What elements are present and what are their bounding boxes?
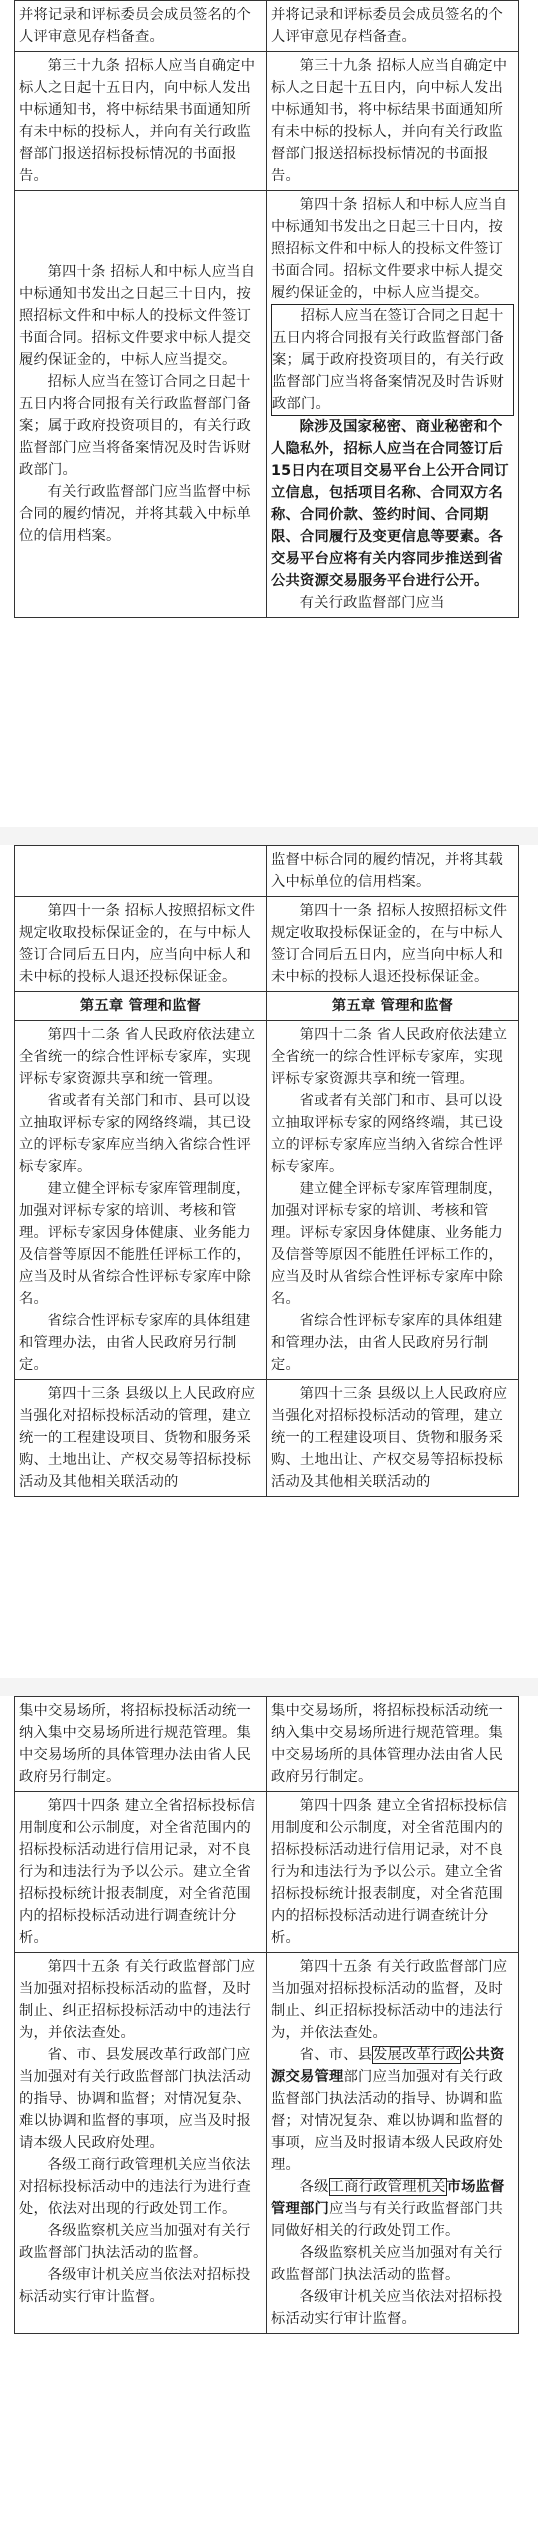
right-cell: 并将记录和评标委员会成员签名的个人评审意见存档备查。 — [267, 1, 519, 52]
comparison-table-part1 — [14, 0, 519, 618]
chapter-heading: 第五章 管理和监督 — [15, 992, 267, 1021]
left-cell: 第四十二条 省人民政府依法建立全省统一的综合性评标专家库，实现评标专家资源共享和统一管理。 省或者有关部门和市、县可以设立抽取评标专家的网络终端，其已设立的评标专家库应当纳入省综合性评标专家库。 建立健全评标专家库管理制度，加强对评标专家的培训、考核和管理。评标专家因身体健康、业务能力及信誉等原因不能胜任评标工作的，应当及时从省综合性评标专家库中除名。 省综合性评标专家库的具体组建和管理办法，由省人民政府另行制定。 — [15, 1021, 267, 1380]
table-row — [15, 1021, 519, 1380]
left-cell: 第四十四条 建立全省招标投标信用制度和公示制度，对全省范围内的招标投标活动进行信用记录，对不良行为和违法行为予以公示。建立全省招标投标统计报表制度，对全省范围内的招标投标活动进行调查统计分析。 — [15, 1792, 267, 1953]
left-cell: 第四十一条 招标人按照招标文件规定收取投标保证金的，在与中标人签订合同后五日内，应当向中标人和未中标的投标人退还投标保证金。 — [15, 897, 267, 992]
comparison-table-part2 — [14, 845, 519, 1497]
left-cell: 集中交易场所，将招标投标活动统一纳入集中交易场所进行规范管理。集中交易场所的具体管理办法由省人民政府另行制定。 — [15, 1697, 267, 1792]
table-row — [15, 1, 519, 52]
table-row — [15, 1380, 519, 1497]
comparison-table — [14, 0, 519, 618]
right-cell: 第四十五条 有关行政监督部门应当加强对招标投标活动的监督，及时制止、纠正招标投标活动中的违法行为，并依法查处。 省、市、县发展改革行政公共资源交易管理部门应当加强对有关行政监督部门执法活动的指导、协调和监督；对情况复杂、难以协调和监督的事项，应当及时报请本级人民政府处理。 各级工商行政管理机关市场监督管理部门应当与有关行政监督部门共同做好相关的行政处罚工作。 各级监察机关应当加强对有关行政监督部门执法活动的监督。 各级审计机关应当依法对招标投标活动实行审计监督。 — [267, 1953, 519, 2334]
added-text: 公共资源交易管理 — [271, 2047, 505, 2085]
article-40-right-p1: 第四十条 招标人和中标人应当自中标通知书发出之日起三十日内，按照招标文件和中标人的投标文件签订书面合同。招标文件要求中标人提交履约保证金的，中标人应当提交。 — [271, 197, 508, 301]
article-45-right-p3: 各级工商行政管理机关市场监督管理部门应当与有关行政监督部门共同做好相关的行政处罚工作。 — [271, 2179, 505, 2239]
right-cell: 监督中标合同的履约情况，并将其载入中标单位的信用档案。 — [267, 846, 519, 897]
comparison-table — [14, 1696, 519, 2334]
page-separator — [0, 1678, 538, 1696]
article-40-left-p2: 招标人应当在签订合同之日起十五日内将合同报有关行政监督部门备案；属于政府投资项目的，有关行政监督部门应当将备案情况及时告诉财政部门。 — [19, 374, 251, 478]
right-cell: 第四十一条 招标人按照招标文件规定收取投标保证金的，在与中标人签订合同后五日内，应当向中标人和未中标的投标人退还投标保证金。 — [267, 897, 519, 992]
left-cell — [15, 191, 267, 618]
right-cell: 第四十四条 建立全省招标投标信用制度和公示制度，对全省范围内的招标投标活动进行信用记录，对不良行为和违法行为予以公示。建立全省招标投标统计报表制度，对全省范围内的招标投标活动进行调查统计分析。 — [267, 1792, 519, 1953]
table-row — [15, 1953, 519, 2334]
page-separator — [0, 827, 538, 845]
table-row — [15, 1697, 519, 1792]
article-40-left-p1: 第四十条 招标人和中标人应当自中标通知书发出之日起三十日内，按照招标文件和中标人的投标文件签订书面合同。招标文件要求中标人提交履约保证金的，中标人应当提交。 — [19, 264, 256, 368]
comparison-table-part3 — [14, 1696, 519, 2334]
revised-text-box: 招标人应当在签订合同之日起十五日内将合同报有关行政监督部门备案；属于政府投资项目的，有关行政监督部门应当将备案情况及时告诉财政部门。 — [271, 304, 514, 416]
added-text: 市场监督管理部门 — [271, 2179, 505, 2217]
deleted-text-box: 工商行政管理机关 — [329, 2179, 446, 2195]
left-cell: 第四十三条 县级以上人民政府应当强化对招标投标活动的管理，建立统一的工程建设项目、货物和服务采购、土地出让、产权交易等招标投标活动及其他相关联活动的 — [15, 1380, 267, 1497]
right-cell: 集中交易场所，将招标投标活动统一纳入集中交易场所进行规范管理。集中交易场所的具体管理办法由省人民政府另行制定。 — [267, 1697, 519, 1792]
comparison-table — [14, 845, 519, 1497]
deleted-text-box: 发展改革行政 — [373, 2047, 461, 2063]
added-text: 除涉及国家秘密、商业秘密和个人隐私外，招标人应当在合同签订后15日内在项目交易平台上公开合同订立信息，包括项目名称、合同双方名称、合同价款、签约时间、合同期限、合同履行及变更信息等要素。各交易平台应将有关内容同步推送到省公共资源交易服务平台进行公开。 — [271, 419, 509, 589]
right-cell: 第三十九条 招标人应当自确定中标人之日起十五日内，向中标人发出中标通知书，将中标结果书面通知所有未中标的投标人，并向有关行政监督部门报送招标投标情况的书面报告。 — [267, 52, 519, 191]
article-40-right-p3: 有关行政监督部门应当 — [299, 595, 445, 611]
right-cell: 第四十二条 省人民政府依法建立全省统一的综合性评标专家库，实现评标专家资源共享和统一管理。 省或者有关部门和市、县可以设立抽取评标专家的网络终端，其已设立的评标专家库应当纳入省综合性评标专家库。 建立健全评标专家库管理制度，加强对评标专家的培训、考核和管理。评标专家因身体健康、业务能力及信誉等原因不能胜任评标工作的，应当及时从省综合性评标专家库中除名。 省综合性评标专家库的具体组建和管理办法，由省人民政府另行制定。 — [267, 1021, 519, 1380]
left-cell: 并将记录和评标委员会成员签名的个人评审意见存档备查。 — [15, 1, 267, 52]
chapter-heading-row — [15, 992, 519, 1021]
right-cell: 第四十三条 县级以上人民政府应当强化对招标投标活动的管理，建立统一的工程建设项目、货物和服务采购、土地出让、产权交易等招标投标活动及其他相关联活动的 — [267, 1380, 519, 1497]
table-row — [15, 191, 519, 618]
table-row — [15, 897, 519, 992]
right-cell — [267, 191, 519, 618]
table-row — [15, 52, 519, 191]
left-cell — [15, 846, 267, 897]
article-40-left-p3: 有关行政监督部门应当监督中标合同的履约情况，并将其载入中标单位的信用档案。 — [19, 484, 251, 544]
table-row — [15, 846, 519, 897]
article-45-right-p2: 省、市、县发展改革行政公共资源交易管理部门应当加强对有关行政监督部门执法活动的指导、协调和监督；对情况复杂、难以协调和监督的事项，应当及时报请本级人民政府处理。 — [271, 2047, 505, 2173]
left-cell: 第四十五条 有关行政监督部门应当加强对招标投标活动的监督，及时制止、纠正招标投标活动中的违法行为，并依法查处。 省、市、县发展改革行政部门应当加强对有关行政监督部门执法活动的指导、协调和监督；对情况复杂、难以协调和监督的事项，应当及时报请本级人民政府处理。 各级工商行政管理机关应当依法对招标投标活动中的违法行为进行查处，依法对出现的行政处罚工作。 各级监察机关应当加强对有关行政监督部门执法活动的监督。 各级审计机关应当依法对招标投标活动实行审计监督。 — [15, 1953, 267, 2334]
chapter-heading: 第五章 管理和监督 — [267, 992, 519, 1021]
table-row — [15, 1792, 519, 1953]
left-cell: 第三十九条 招标人应当自确定中标人之日起十五日内，向中标人发出中标通知书，将中标结果书面通知所有未中标的投标人，并向有关行政监督部门报送招标投标情况的书面报告。 — [15, 52, 267, 191]
